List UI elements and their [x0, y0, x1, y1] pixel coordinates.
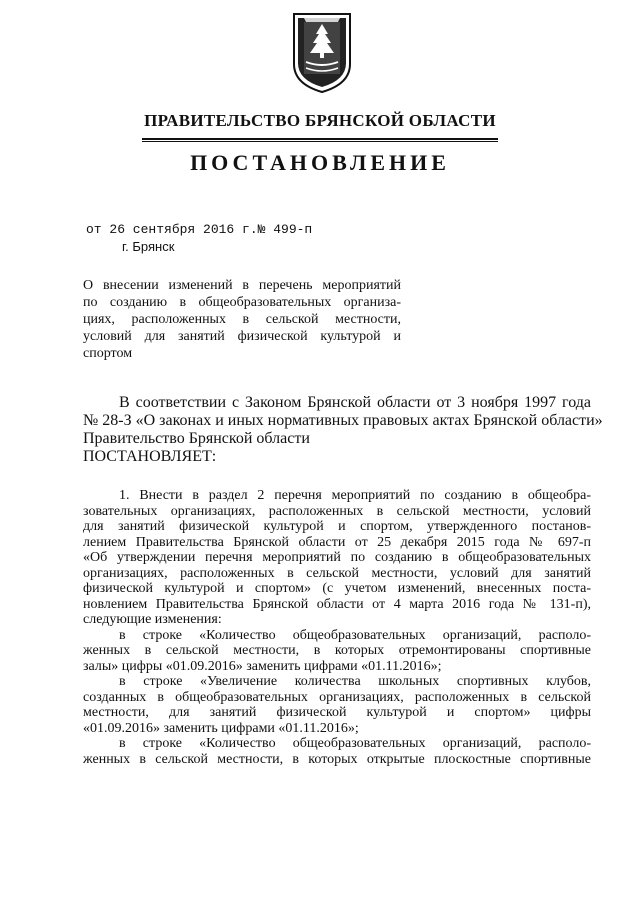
item-line: в строке «Количество общеобразовательных организаций, располо- — [119, 736, 591, 751]
coat-of-arms-icon — [292, 12, 352, 94]
item-line: зовательных организациях, расположенных в сельской местности, условий — [83, 503, 591, 519]
document-city: г. Брянск — [122, 239, 175, 254]
organization-title: ПРАВИТЕЛЬСТВО БРЯНСКОЙ ОБЛАСТИ — [144, 111, 496, 130]
item-line: следующие изменения: — [83, 612, 222, 627]
item-line: в строке «Увеличение количества школьных спортивных клубов, — [119, 674, 591, 689]
preamble-line: В соответствии с Законом Брянской области от 3 ноября 1997 года — [119, 394, 591, 411]
title-divider-thick — [142, 138, 498, 140]
item-line: созданных в общеобразовательных организациях, расположенных в сельской — [83, 689, 591, 705]
item-line: 1. Внести в раздел 2 перечня мероприятий по созданию в общеобра- — [119, 488, 591, 503]
item-line: залы» цифры «01.09.2016» заменить цифрами «01.11.2016»; — [83, 658, 442, 674]
item-line: в строке «Количество общеобразовательных организаций, располо- — [119, 627, 591, 643]
preamble-line: Правительство Брянской области — [83, 430, 310, 447]
decree-keyword: ПОСТАНОВЛЯЕТ: — [83, 448, 217, 465]
preamble-line: № 28-З «О законах и иных нормативных правовых актах Брянской области» — [83, 412, 603, 429]
item-line: физической культурой и спортом» (с учетом изменений, внесенных поста- — [83, 581, 591, 596]
item-line: женных в сельской местности, в которых отремонтированы спортивные — [83, 643, 591, 658]
item-line: новлением Правительства Брянской области от 4 марта 2016 года № 131-п), — [83, 596, 591, 612]
subject-line: по созданию в общеобразовательных организа- — [83, 295, 401, 310]
subject-line: спортом — [83, 346, 133, 361]
item-line: местности, для занятий физической культурой и спортом» цифры — [83, 705, 591, 720]
subject-line: О внесении изменений в перечень мероприятий — [83, 278, 401, 293]
item-line: для занятий физической культурой и спортом, утвержденного постанов- — [83, 519, 591, 534]
document-body — [83, 394, 603, 767]
document-type-heading: ПОСТАНОВЛЕНИЕ — [190, 150, 450, 175]
item-line: «Об утверждении перечня мероприятий по созданию в общеобразовательных — [83, 550, 591, 565]
item-line: организациях, расположенных в сельской местности, условий для занятий — [83, 565, 591, 581]
title-divider-thin — [142, 141, 498, 142]
document-date-number: от 26 сентября 2016 г.№ 499-п — [86, 222, 313, 237]
subject-line: условий для занятий физической культурой и — [83, 329, 401, 344]
item-line: «01.09.2016» заменить цифрами «01.11.2016»; — [83, 720, 359, 736]
document-subject — [83, 277, 401, 362]
subject-line: циях, расположенных в сельской местности, — [83, 312, 401, 327]
item-line: женных в сельской местности, в которых открытые плоскостные спортивные — [83, 751, 591, 767]
item-line: лением Правительства Брянской области от 25 декабря 2015 года № 697-п — [83, 534, 591, 550]
